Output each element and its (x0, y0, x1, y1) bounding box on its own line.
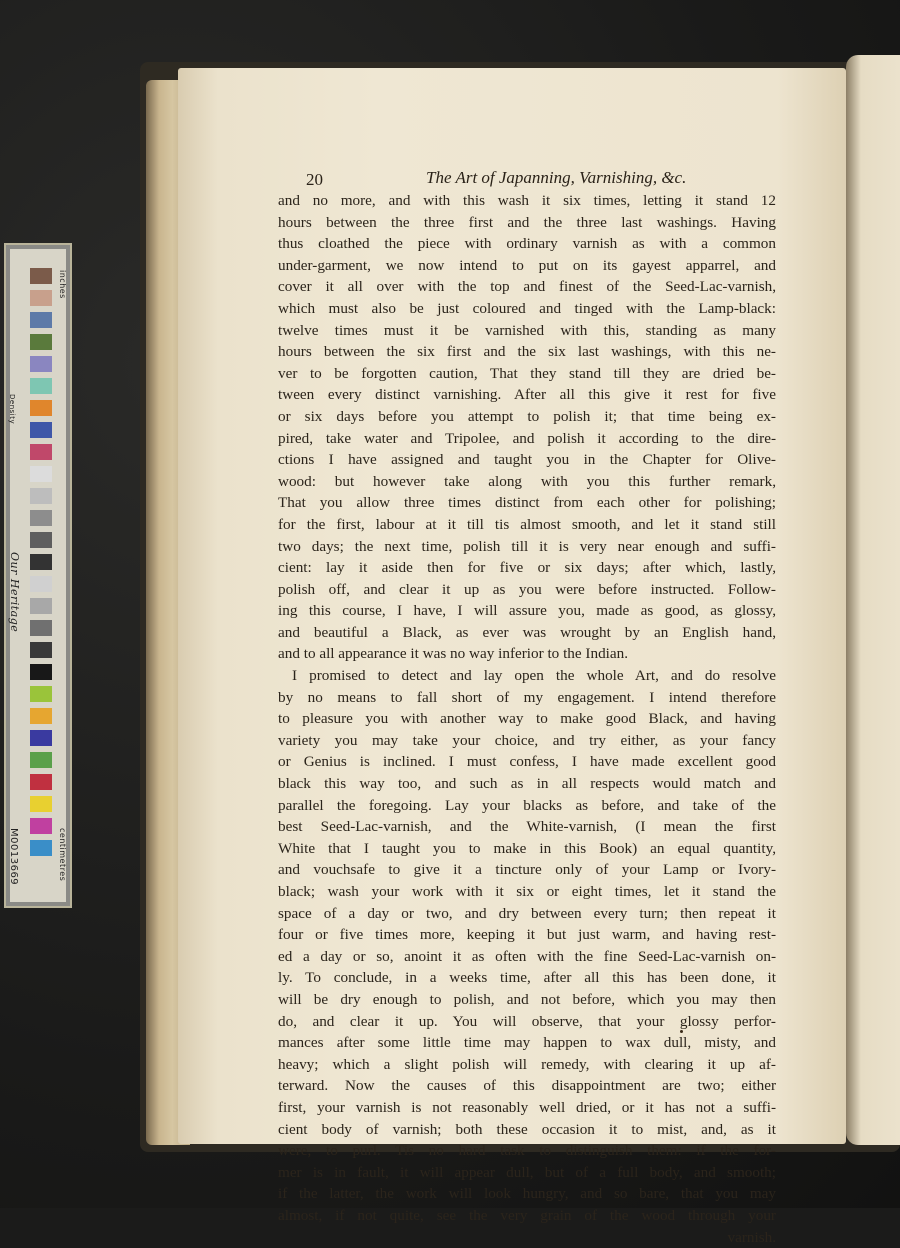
text-line: cover it all over with the top and finest of the Seed-Lac-varnish, (278, 276, 776, 298)
running-title: The Art of Japanning, Varnishing, &c. (426, 168, 686, 188)
page-body-text (278, 190, 776, 1248)
text-line: variety you may take your choice, and try either, as your fancy (278, 730, 776, 752)
calibration-swatch (30, 356, 52, 372)
text-line: That you allow three times distinct from each other for polishing; (278, 492, 776, 514)
calibration-swatch (30, 598, 52, 614)
text-line: ctions I have assigned and taught you in the Chapter for Olive- (278, 449, 776, 471)
calibration-swatch (30, 774, 52, 790)
text-line: four or five times more, keeping it but just warm, and having rest- (278, 924, 776, 946)
text-line: space of a day or two, and dry between every turn; then repeat it (278, 903, 776, 925)
text-line: if the latter, the work will look hungry, and so bare, that you may (278, 1183, 776, 1205)
calibration-swatch (30, 290, 52, 306)
text-line: White that I taught you to make in this Book) an equal quantity, (278, 838, 776, 860)
calibration-swatch (30, 642, 52, 658)
text-line: to pleasure you with another way to make good Black, and having (278, 708, 776, 730)
calibration-swatch (30, 378, 52, 394)
facing-page-edge (846, 55, 900, 1145)
text-line: wood: but however take along with you this further remark, (278, 471, 776, 493)
calibration-swatch (30, 444, 52, 460)
text-line: or Genius is inclined. I must confess, I have made excellent good (278, 751, 776, 773)
calibration-swatch (30, 334, 52, 350)
calibration-swatch (30, 510, 52, 526)
text-line: terward. Now the causes of this disappointment are two; either (278, 1075, 776, 1097)
calibration-swatch (30, 796, 52, 812)
text-line: heavy; which a slight polish will remedy, with clearing it up af- (278, 1054, 776, 1076)
calibration-swatch (30, 312, 52, 328)
text-line: were, to purl. Tis no hard task to distinguish them: if the for- (278, 1140, 776, 1162)
text-line: black; wash your work with it six or eight times, let it stand the (278, 881, 776, 903)
text-line: two days; the next time, polish till it is very near enough and suffi- (278, 536, 776, 558)
calibration-swatch (30, 708, 52, 724)
text-line: do, and clear it up. You will observe, that your glossy perfor- (278, 1011, 776, 1033)
text-line: cient body of varnish; both these occasion it to mist, and, as it (278, 1119, 776, 1141)
text-line: and to all appearance it was no way inferior to the Indian. (278, 643, 776, 665)
text-line: will be dry enough to polish, and not before, which you may then (278, 989, 776, 1011)
text-line: I promised to detect and lay open the whole Art, and do resolve (278, 665, 776, 687)
text-line: polish off, and clear it up as you were before instructed. Follow- (278, 579, 776, 601)
calibration-swatch (30, 840, 52, 856)
calibration-swatch (30, 752, 52, 768)
text-line: pired, take water and Tripolee, and polish it according to the dire- (278, 428, 776, 450)
text-line: ed a day or so, anoint it as often with the fine Seed-Lac-varnish on- (278, 946, 776, 968)
calibration-swatch (30, 818, 52, 834)
text-line: tween every distinct varnishing. After all this give it rest for five (278, 384, 776, 406)
text-line: ly. To conclude, in a weeks time, after all this has been done, it (278, 967, 776, 989)
calibration-swatch (30, 620, 52, 636)
text-line: for the first, labour at it till tis almost smooth, and let it stand still (278, 514, 776, 536)
text-line: which must also be just coloured and tinged with the Lamp-black: (278, 298, 776, 320)
page-header (280, 168, 760, 192)
text-line: hours between the three first and the three last washings. Having (278, 212, 776, 234)
text-line: almost, if not quite, see the very grain of the wood through your (278, 1205, 776, 1227)
text-line: under-garment, we now intend to put on its gayest apparrel, and (278, 255, 776, 277)
strip-units-top: inches (58, 270, 67, 299)
calibration-swatch (30, 576, 52, 592)
text-line: and beautiful a Black, as ever was wrought by an English hand, (278, 622, 776, 644)
text-line: parallel the foregoing. Lay your blacks as before, and take of the (278, 795, 776, 817)
calibration-swatch (30, 268, 52, 284)
page-number: 20 (306, 170, 323, 190)
text-line: ing this course, I have, I will assure you, made as good, as glossy, (278, 600, 776, 622)
calibration-swatch (30, 664, 52, 680)
text-line: twelve times must it be varnished with this, standing as many (278, 320, 776, 342)
text-line: by no means to fall short of my engagement. I intend therefore (278, 687, 776, 709)
text-line: varnish. (278, 1227, 776, 1248)
calibration-swatch (30, 730, 52, 746)
text-line: cient: lay it aside then for five or six days; after which, lastly, (278, 557, 776, 579)
calibration-swatch (30, 400, 52, 416)
strip-units-bottom: centimetres (58, 828, 67, 881)
ink-speck (680, 1030, 683, 1033)
text-line: and no more, and with this wash it six times, letting it stand 12 (278, 190, 776, 212)
text-line: or six days before you attempt to polish it; that time being ex- (278, 406, 776, 428)
calibration-swatch (30, 422, 52, 438)
strip-label: M0013669 (8, 828, 19, 885)
text-line: mer is in fault, it will appear dull, but of a full body, and smooth; (278, 1162, 776, 1184)
text-line: thus cloathed the piece with ordinary varnish as with a common (278, 233, 776, 255)
text-line: hours between the six first and the six last washings, with this ne- (278, 341, 776, 363)
calibration-swatch (30, 554, 52, 570)
text-line: best Seed-Lac-varnish, and the White-varnish, (I mean the first (278, 816, 776, 838)
calibration-swatch (30, 686, 52, 702)
calibration-swatch (30, 466, 52, 482)
text-line: first, your varnish is not reasonably well dried, or it has not a suffi- (278, 1097, 776, 1119)
text-line: and vouchsafe to give it a tincture only of your Lamp or Ivory- (278, 859, 776, 881)
text-line: black this way too, and such as in all respects would match and (278, 773, 776, 795)
strip-brand: Our Heritage (8, 552, 21, 632)
text-line: mances after some little time may happen to wax dull, misty, and (278, 1032, 776, 1054)
strip-density-label: Density (8, 394, 16, 424)
calibration-swatch (30, 532, 52, 548)
calibration-swatch (30, 488, 52, 504)
text-line: ver to be forgotten caution, That they stand till they are dried be- (278, 363, 776, 385)
